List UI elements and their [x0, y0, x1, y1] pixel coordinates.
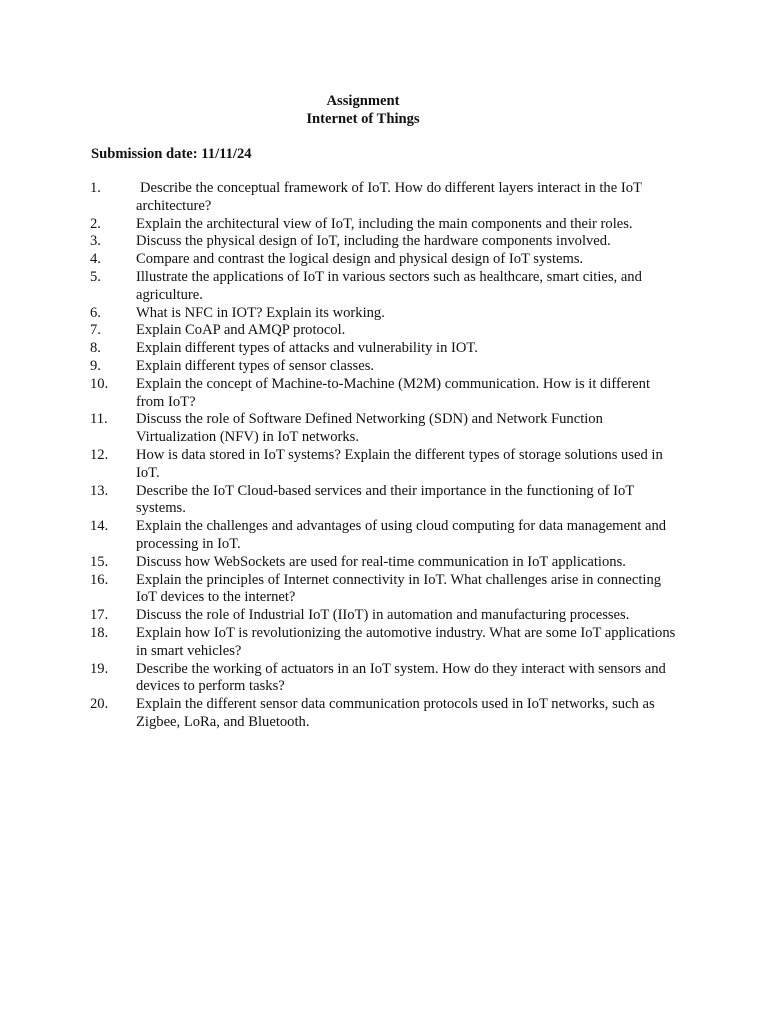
question-text: Discuss the role of Industrial IoT (IIoT) in automation and manufacturing processes.	[136, 607, 630, 624]
question-text: Explain how IoT is revolutionizing the automotive industry. What are some IoT applications in smart vehicles?	[136, 624, 676, 659]
question-text: Explain the principles of Internet connectivity in IoT. What challenges arise in connecting IoT devices to the internet?	[136, 571, 662, 606]
question-number: 11.	[90, 411, 108, 428]
question-item	[90, 340, 676, 358]
question-item	[90, 268, 676, 305]
question-number: 5.	[90, 268, 101, 285]
question-number: 17.	[90, 607, 109, 624]
question-text: Describe the conceptual framework of IoT. How do different layers interact in the IoT architecture?	[136, 180, 642, 214]
question-item	[90, 180, 676, 216]
question-number: 13.	[90, 482, 109, 499]
question-text: What is NFC in IOT? Explain its working.	[136, 304, 385, 321]
question-number: 3.	[90, 233, 101, 250]
question-number: 15.	[90, 553, 109, 570]
question-item	[90, 357, 676, 376]
document-subtitle: Internet of Things	[306, 111, 420, 127]
question-text: Explain the concept of Machine-to-Machine (M2M) communication. How is it different from IoT?	[136, 375, 651, 410]
question-text: Discuss the role of Software Defined Networking (SDN) and Network Function Virtualization (NFV) in IoT networks.	[136, 411, 603, 446]
question-number: 20.	[90, 696, 109, 713]
question-item	[90, 411, 676, 447]
question-list	[90, 180, 676, 732]
question-item	[90, 482, 676, 519]
question-text: Explain the challenges and advantages of using cloud computing for data management and processing in IoT.	[136, 518, 667, 552]
question-item	[90, 215, 676, 234]
question-text: Explain CoAP and AMQP protocol.	[136, 322, 346, 339]
question-item	[90, 251, 676, 269]
question-number: 7.	[90, 322, 101, 339]
question-item	[90, 660, 676, 697]
question-item	[90, 233, 676, 251]
question-number: 6.	[90, 304, 101, 321]
question-item	[90, 446, 676, 483]
question-item	[90, 607, 676, 625]
question-number: 9.	[90, 357, 101, 374]
question-number: 8.	[90, 340, 101, 357]
question-text: Explain the architectural view of IoT, including the main components and their roles.	[136, 215, 633, 232]
question-text: Explain different types of attacks and vulnerability in IOT.	[136, 340, 478, 357]
submission-date: Submission date: 11/11/24	[91, 146, 252, 162]
question-item	[90, 553, 676, 572]
question-text: Describe the working of actuators in an IoT system. How do they interact with sensors and devices to perform tasks?	[136, 660, 666, 695]
question-text: Compare and contrast the logical design and physical design of IoT systems.	[136, 251, 584, 268]
question-item	[90, 375, 676, 412]
question-item	[90, 571, 676, 608]
question-number: 19.	[90, 660, 109, 677]
question-number: 18.	[90, 624, 109, 641]
question-number: 14.	[90, 518, 109, 535]
question-text: Discuss how WebSockets are used for real-time communication in IoT applications.	[136, 553, 626, 570]
question-text: Explain different types of sensor classes.	[136, 357, 375, 374]
question-text: Describe the IoT Cloud-based services and their importance in the functioning of IoT systems.	[136, 482, 634, 517]
question-text: How is data stored in IoT systems? Explain the different types of storage solutions used in IoT.	[136, 446, 663, 481]
question-item	[90, 518, 676, 554]
question-text: Explain the different sensor data communication protocols used in IoT networks, such as Zigbee, LoRa, and Bluetooth.	[136, 696, 655, 730]
question-item	[90, 624, 676, 661]
question-number: 10.	[90, 375, 109, 392]
document-title: Assignment	[326, 93, 400, 109]
question-number: 4.	[90, 251, 101, 268]
question-text: Illustrate the applications of IoT in various sectors such as healthcare, smart cities, and agriculture.	[136, 268, 642, 303]
question-number: 2.	[90, 215, 101, 232]
question-number: 1.	[90, 180, 101, 196]
question-item	[90, 696, 676, 732]
question-number: 16.	[90, 571, 109, 588]
question-item	[90, 322, 676, 340]
question-item	[90, 304, 676, 323]
question-number: 12.	[90, 446, 109, 463]
question-text: Discuss the physical design of IoT, including the hardware components involved.	[136, 233, 611, 250]
